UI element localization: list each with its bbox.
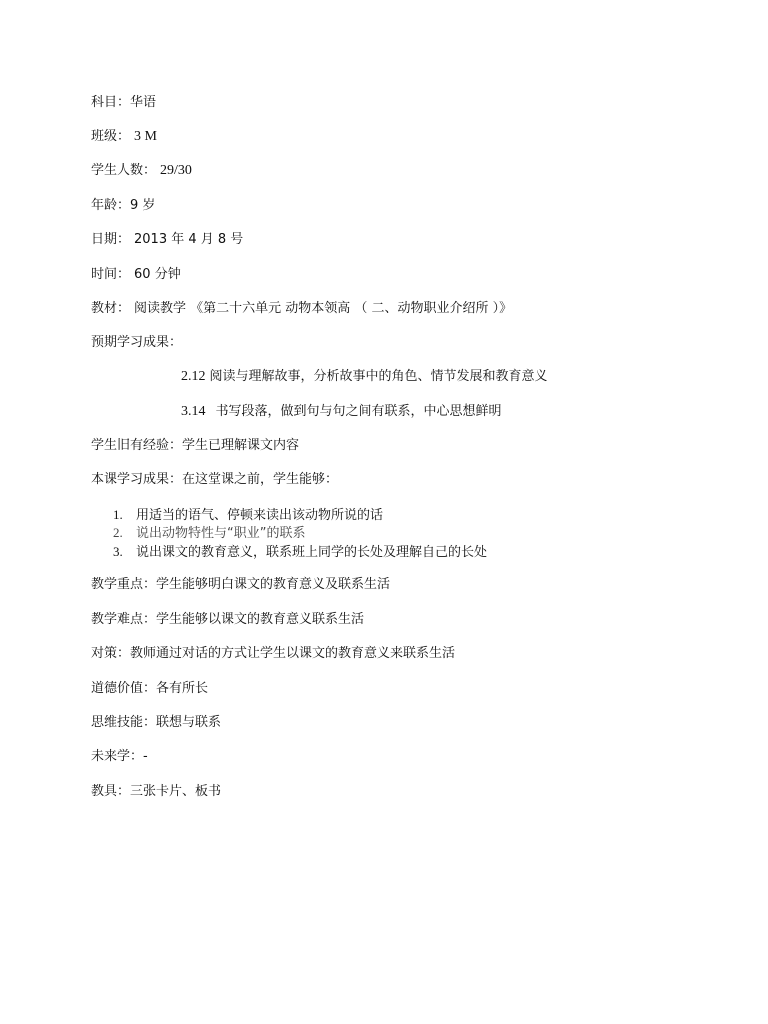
prior-knowledge-value: 学生已理解课文内容 <box>182 438 300 453</box>
expected-outcome-text: 书写段落，做到句与句之间有联系，中心思想鲜明 <box>215 404 502 419</box>
key-point-label: 教学重点： <box>91 577 157 592</box>
students-label: 学生人数： <box>91 163 157 178</box>
teaching-aids-value: 三张卡片、板书 <box>130 784 222 799</box>
lesson-outcomes-value: 在这堂课之前，学生能够： <box>182 472 339 487</box>
expected-outcome-text: 阅读与理解故事，分析故事中的角色、情节发展和教育意义 <box>209 369 548 384</box>
time-value: 60 分钟 <box>134 267 181 282</box>
strategy-label: 对策： <box>91 646 131 661</box>
difficult-point-value: 学生能够以课文的教育意义联系生活 <box>156 612 365 627</box>
lesson-outcome-item <box>113 525 305 542</box>
expected-outcome-code: 2.12 <box>181 369 206 384</box>
lesson-outcome-text: 说出课文的教育意义，联系班上同学的长处及理解自己的长处 <box>136 545 488 560</box>
lesson-outcome-item <box>113 507 383 524</box>
lesson-outcome-text: 用适当的语气、停顿来读出该动物所说的话 <box>136 508 384 523</box>
thinking-skill-label: 思维技能： <box>91 715 157 730</box>
expected-outcome-item <box>181 404 502 420</box>
key-point-value: 学生能够明白课文的教育意义及联系生活 <box>156 577 391 592</box>
prior-knowledge-label: 学生旧有经验： <box>91 438 183 453</box>
future-learning-line <box>91 749 148 765</box>
students-line <box>91 163 192 179</box>
material-label: 教材： <box>91 301 131 316</box>
class-line <box>91 129 157 145</box>
key-point-line <box>91 577 390 593</box>
list-number: 3. <box>113 544 123 559</box>
difficult-point-line <box>91 612 364 628</box>
moral-value-line <box>91 681 208 697</box>
teaching-aids-line <box>91 784 221 800</box>
age-value: 9 岁 <box>130 198 156 213</box>
moral-value-value: 各有所长 <box>156 681 209 696</box>
thinking-skill-value: 联想与联系 <box>156 715 222 730</box>
strategy-line <box>91 646 455 662</box>
time-label: 时间： <box>91 267 131 282</box>
class-label: 班级： <box>91 129 131 144</box>
teaching-aids-label: 教具： <box>91 784 131 799</box>
time-line <box>91 267 181 283</box>
list-number: 2. <box>113 525 123 540</box>
thinking-skill-line <box>91 715 221 731</box>
date-label: 日期： <box>91 232 131 247</box>
list-number: 1. <box>113 507 123 522</box>
age-line <box>91 198 155 214</box>
date-line <box>91 232 243 248</box>
lesson-outcome-text: 说出动物特性与“职业”的联系 <box>136 526 306 541</box>
lesson-outcomes-line <box>91 472 338 488</box>
material-line <box>91 301 512 317</box>
future-learning-value: - <box>143 749 148 764</box>
future-learning-label: 未来学： <box>91 749 144 764</box>
expected-outcomes-heading <box>91 335 182 351</box>
strategy-value: 教师通过对话的方式让学生以课文的教育意义来联系生活 <box>130 646 456 661</box>
subject-line <box>91 95 156 111</box>
material-value: 阅读教学 《第二十六单元 动物本领高 （ 二、动物职业介绍所 ）》 <box>134 301 513 316</box>
lesson-outcome-item <box>113 544 487 561</box>
subject-label: 科目： <box>91 95 131 110</box>
subject-value: 华语 <box>130 95 157 110</box>
date-value: 2013 年 4 月 8 号 <box>134 232 244 247</box>
students-value: 29/30 <box>160 163 192 178</box>
expected-outcome-item <box>181 369 548 385</box>
prior-knowledge-line <box>91 438 299 454</box>
moral-value-label: 道德价值： <box>91 681 157 696</box>
lesson-outcomes-label: 本课学习成果： <box>91 472 183 487</box>
class-value: 3 M <box>134 129 157 144</box>
expected-outcomes-label: 预期学习成果： <box>91 335 183 350</box>
age-label: 年龄： <box>91 198 131 213</box>
difficult-point-label: 教学难点： <box>91 612 157 627</box>
expected-outcome-code: 3.14 <box>181 404 206 419</box>
